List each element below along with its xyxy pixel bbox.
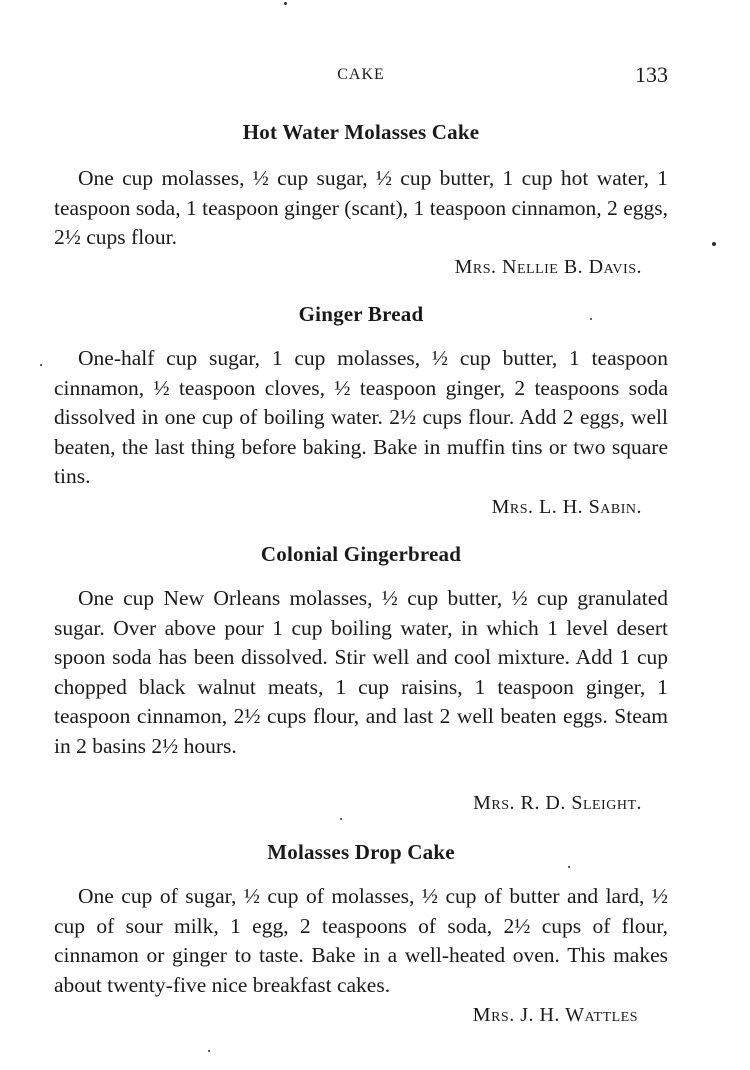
scan-speck [568,866,570,868]
scan-speck [40,364,42,366]
recipe-author: Mrs. J. H. Wattles [472,1004,638,1026]
recipe-author: Mrs. Nellie B. Davis. [454,256,642,278]
recipe-title: Colonial Gingerbread [260,542,462,566]
section-title: CAKE [337,66,385,83]
recipe-body: One cup molasses, ½ cup sugar, ½ cup butter, 1 cup hot water, 1 teaspoon soda, 1 teaspoon ginger (scant), 1 teaspoon cinnamon, 2 eggs, 2½ cups flour. [54,166,668,250]
recipe-body: One-half cup sugar, 1 cup molasses, ½ cup butter, 1 teaspoon cinnamon, ½ teaspoon cloves, ½ teaspoon ginger, 2 teaspoons soda dissolved in one cup of boiling water. 2½ cups flour. Add 2 eggs, well beaten, the last thing before baking. Bake in muffin tins or two square tins. [54,346,668,489]
scan-speck [208,1050,210,1052]
recipe-body: One cup of sugar, ½ cup of molasses, ½ cup of butter and lard, ½ cup of sour milk, 1 egg, 2 teaspoons of soda, 2½ cups of flour, cinnamon or ginger to taste. Bake in a well-heated oven. This makes about twenty-five nice breakfast cakes. [54,884,668,997]
book-page [54,0,668,1070]
scan-speck [712,242,716,246]
page-number: 133 [635,62,668,87]
scan-speck [284,2,287,5]
recipe-author: Mrs. L. H. Sabin. [491,496,642,518]
recipe-author: Mrs. R. D. Sleight. [473,792,642,814]
recipe-body: One cup New Orleans molasses, ½ cup butter, ½ cup granulated sugar. Over above pour 1 cup boiling water, in which 1 level desert spoon soda has been dissolved. Stir well and cool mixture. Add 1 cup chopped black walnut meats, 1 cup raisins, 1 teaspoon ginger, 1 teaspoon cinnamon, 2½ cups flour, and last 2 well beaten eggs. Steam in 2 basins 2½ hours. [54,586,668,758]
recipe-title: Ginger Bread [298,302,424,326]
running-head [54,62,668,90]
recipe-title: Hot Water Molasses Cake [242,120,480,144]
recipe-title: Molasses Drop Cake [267,840,455,864]
scan-speck [590,318,592,320]
scan-speck [340,818,342,820]
